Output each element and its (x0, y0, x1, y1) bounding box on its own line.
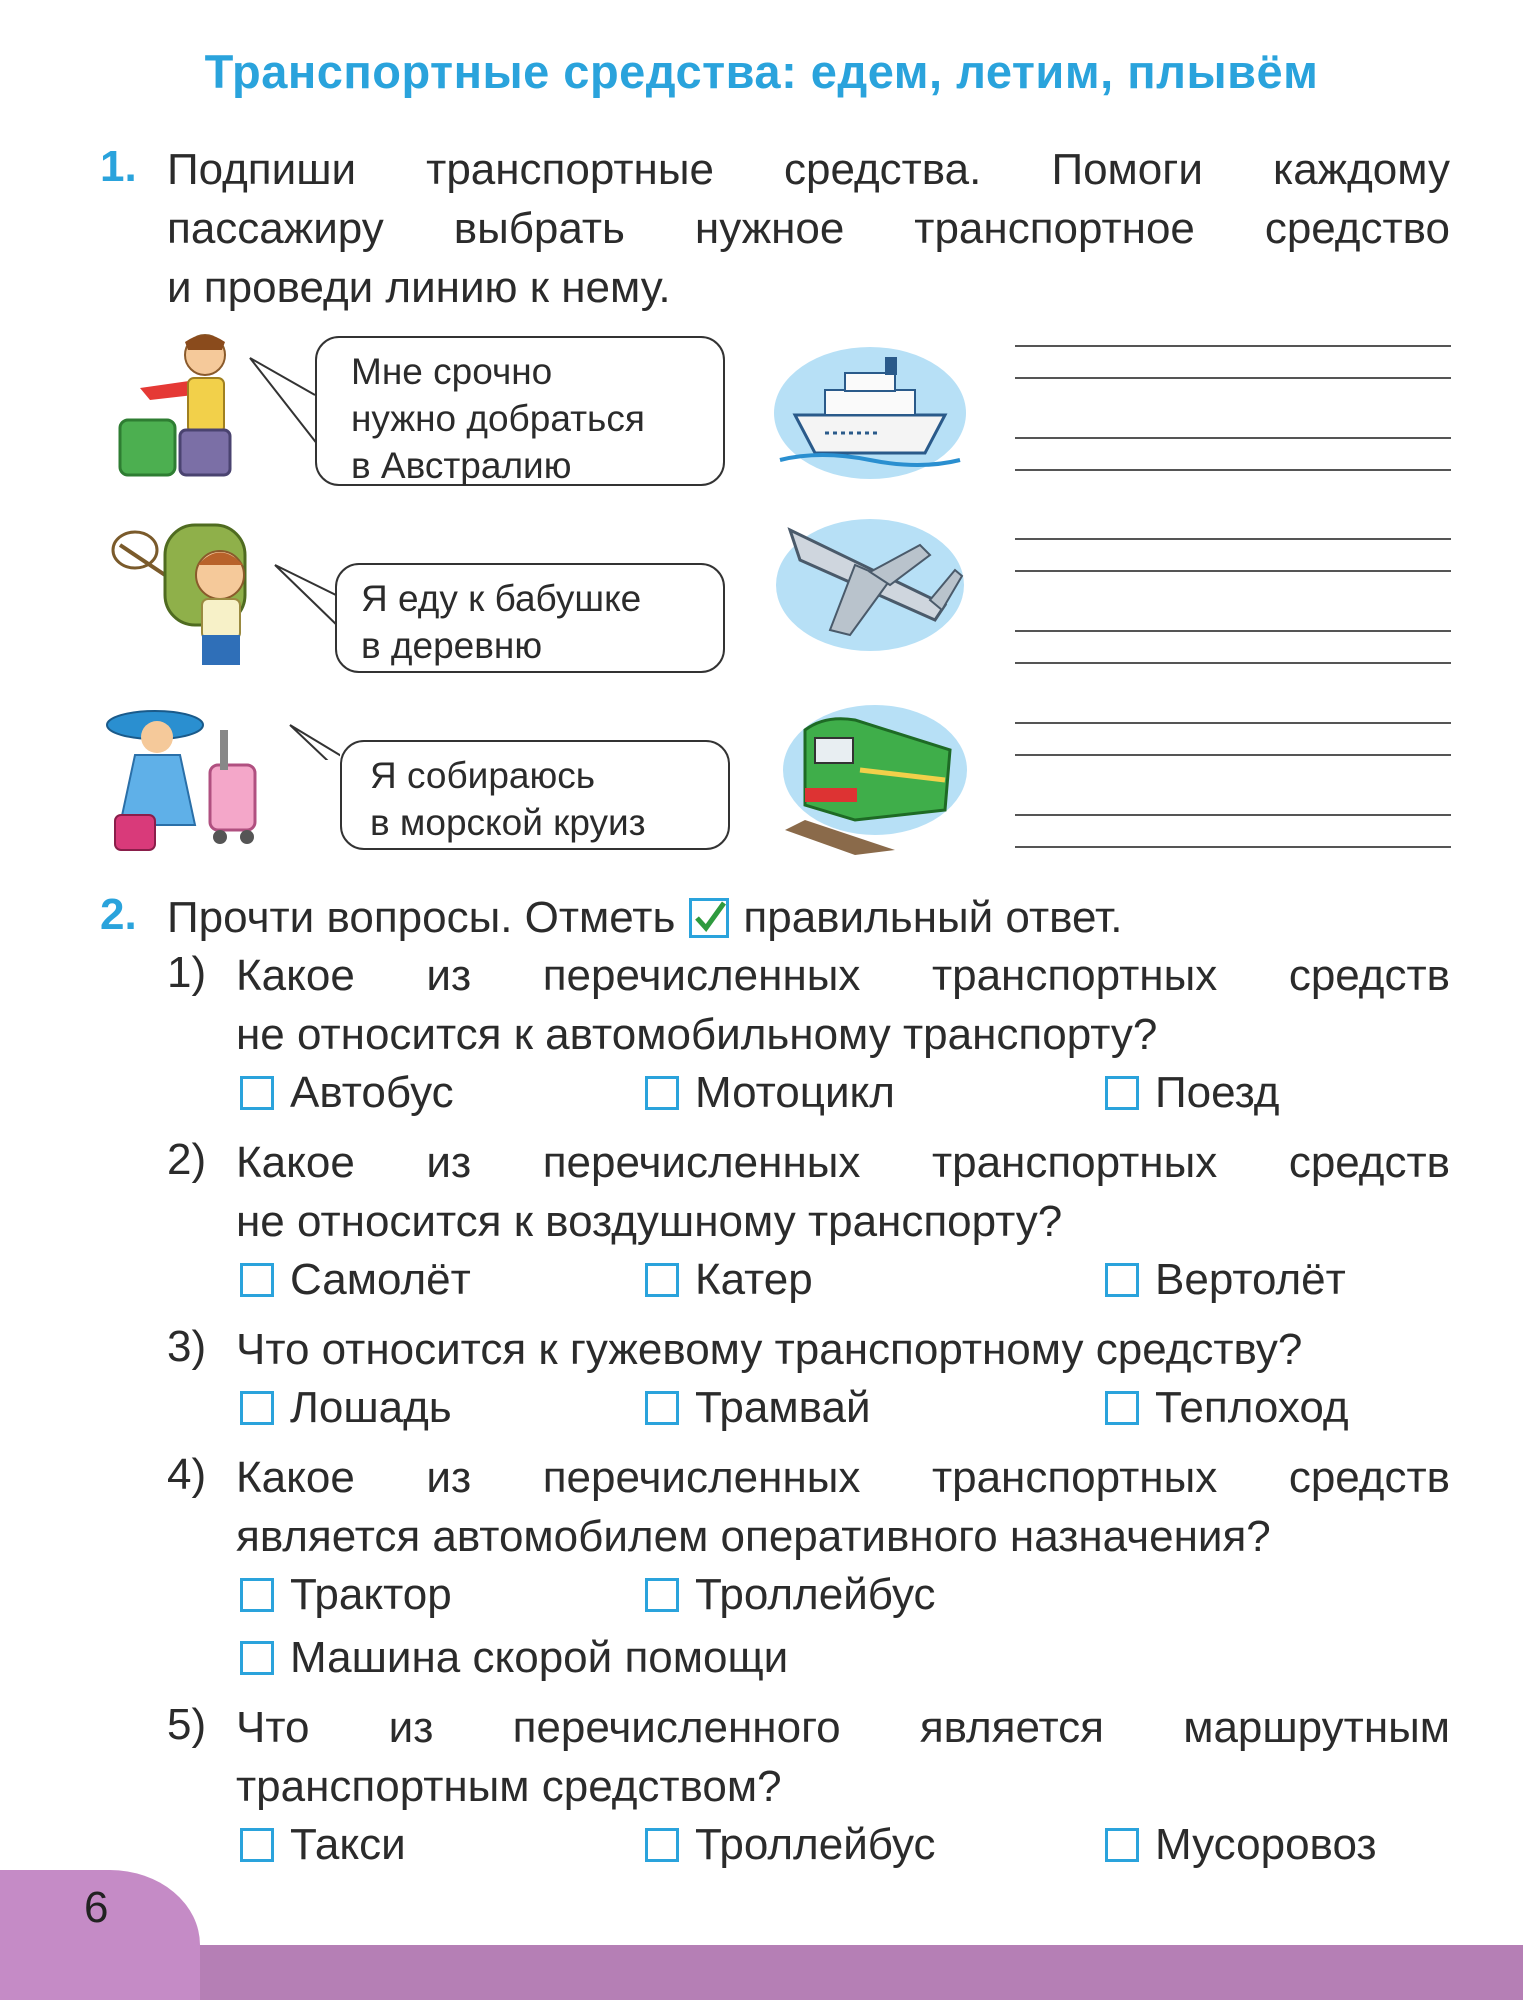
answer-line[interactable] (1015, 377, 1451, 379)
question-line: не относится к автомобильному транспорту? (236, 1010, 1158, 1059)
task-1-instructions (167, 140, 1450, 317)
checkmark-sample-icon (689, 898, 729, 938)
bubble-tail (275, 565, 340, 630)
page-title: Транспортные средства: едем, летим, плывём (204, 45, 1319, 98)
task-2-intro: Прочти вопросы. Отметь (167, 893, 676, 942)
checkbox[interactable] (240, 1641, 274, 1675)
option-label: Мусоровоз (1155, 1820, 1377, 1869)
bubble-tail (250, 358, 318, 445)
option-label: Такси (290, 1820, 406, 1869)
suitcase-wheel (213, 830, 227, 844)
option-label: Троллейбус (695, 1570, 936, 1619)
bubble-line: Я собираюсь (370, 755, 596, 796)
checkbox[interactable] (645, 1263, 679, 1297)
bubble-line: в деревню (361, 625, 543, 666)
train-front-stripe (805, 788, 857, 802)
page-footer-band (0, 1945, 1523, 2000)
checkbox[interactable] (1105, 1263, 1139, 1297)
answer-option[interactable] (645, 1068, 895, 1118)
answer-line[interactable] (1015, 538, 1451, 540)
speech-bubble (335, 563, 725, 673)
checkbox[interactable] (1105, 1828, 1139, 1862)
ship-funnel (885, 357, 897, 375)
answer-line[interactable] (1015, 570, 1451, 572)
question-line: Какое из перечисленных транспортных средств (236, 1453, 1450, 1502)
question-line: Что относится к гужевому транспортному средству? (236, 1325, 1303, 1374)
option-label: Вертолёт (1155, 1255, 1346, 1304)
task-2-number: 2. (100, 890, 137, 939)
checkbox[interactable] (1105, 1391, 1139, 1425)
bubble-line: в Австралию (351, 445, 572, 486)
answer-line[interactable] (1015, 469, 1451, 471)
answer-option[interactable] (240, 1255, 471, 1305)
checkbox[interactable] (240, 1076, 274, 1110)
answer-option[interactable] (1105, 1255, 1346, 1305)
question-line: Какое из перечисленных транспортных средств (236, 951, 1450, 1000)
answer-option[interactable] (240, 1570, 452, 1620)
bubble-line: Мне срочно (351, 351, 553, 392)
answer-line[interactable] (1015, 345, 1451, 347)
task-1-line: и проведи линию к нему. (167, 263, 671, 312)
answer-option[interactable] (1105, 1383, 1349, 1433)
page-number: 6 (84, 1883, 109, 1932)
question-line: транспортным средством? (236, 1762, 782, 1811)
question-number: 1) (167, 948, 207, 997)
question-line: не относится к воздушному транспорту? (236, 1197, 1063, 1246)
checkbox[interactable] (645, 1578, 679, 1612)
red-handbag (115, 815, 155, 850)
answer-line[interactable] (1015, 662, 1451, 664)
task-2-instructions (167, 888, 1367, 947)
train-windshield (815, 738, 853, 763)
question-number: 4) (167, 1450, 207, 1499)
answer-option[interactable] (645, 1255, 813, 1305)
train-picture[interactable] (775, 700, 975, 855)
man-shirt (188, 378, 224, 433)
task-1-line: Подпиши транспортные средства. Помоги каждому (167, 145, 1450, 194)
answer-option[interactable] (240, 1383, 452, 1433)
pink-suitcase (210, 765, 255, 830)
airplane-picture[interactable] (770, 510, 970, 660)
bubble-line: Я еду к бабушке (361, 578, 642, 619)
checkbox[interactable] (645, 1076, 679, 1110)
answer-line[interactable] (1015, 630, 1451, 632)
checkbox[interactable] (1105, 1076, 1139, 1110)
question-text (236, 946, 1450, 1064)
woman-head (141, 721, 173, 753)
answer-option[interactable] (1105, 1820, 1377, 1870)
bubble-line: в морской круиз (370, 802, 646, 843)
purple-bag (180, 430, 230, 475)
answer-option[interactable] (645, 1570, 936, 1620)
option-label: Мотоцикл (695, 1068, 895, 1117)
question-number: 5) (167, 1700, 207, 1749)
answer-option[interactable] (1105, 1068, 1279, 1118)
checkbox[interactable] (240, 1391, 274, 1425)
option-label: Машина скорой помощи (290, 1633, 789, 1682)
option-label: Троллейбус (695, 1820, 936, 1869)
option-label: Самолёт (290, 1255, 471, 1304)
task-1-number: 1. (100, 142, 137, 191)
task-1-line: пассажиру выбрать нужное транспортное средство (167, 204, 1450, 253)
suitcase-wheel (240, 830, 254, 844)
answer-option[interactable] (240, 1068, 454, 1118)
question-text (236, 1448, 1450, 1566)
checkbox[interactable] (240, 1578, 274, 1612)
ship-hull (795, 415, 945, 453)
option-label: Катер (695, 1255, 813, 1304)
answer-line[interactable] (1015, 754, 1451, 756)
question-text (236, 1698, 1450, 1816)
option-label: Автобус (290, 1068, 454, 1117)
answer-line[interactable] (1015, 722, 1451, 724)
ship-deck (825, 390, 915, 415)
ship-picture[interactable] (770, 335, 970, 485)
answer-line[interactable] (1015, 846, 1451, 848)
question-text (236, 1133, 1450, 1251)
ship-bridge (845, 373, 895, 391)
task-2-intro-end: правильный ответ. (743, 893, 1123, 942)
check-icon (692, 901, 726, 935)
check-mark (697, 903, 724, 928)
question-number: 2) (167, 1135, 207, 1184)
answer-line[interactable] (1015, 814, 1451, 816)
speech-bubble (315, 336, 725, 486)
question-text (236, 1320, 1450, 1379)
option-label: Трамвай (695, 1383, 871, 1432)
answer-option[interactable] (645, 1383, 871, 1433)
man-hair (185, 335, 225, 350)
speech-bubble (340, 740, 730, 850)
checkbox[interactable] (645, 1828, 679, 1862)
option-label: Поезд (1155, 1068, 1280, 1117)
answer-option[interactable] (240, 1633, 788, 1683)
butterfly-net (113, 532, 157, 568)
bubble-line: нужно добраться (351, 398, 645, 439)
bubble-tail (290, 725, 340, 760)
checkbox[interactable] (240, 1828, 274, 1862)
answer-line[interactable] (1015, 437, 1451, 439)
green-suitcase (120, 420, 175, 475)
option-label: Трактор (290, 1570, 452, 1619)
question-line: является автомобилем оперативного назначения? (236, 1512, 1271, 1561)
question-number: 3) (167, 1322, 207, 1371)
answer-option[interactable] (240, 1820, 406, 1870)
question-line: Что из перечисленного является маршрутным (236, 1703, 1450, 1752)
checkbox[interactable] (240, 1263, 274, 1297)
option-label: Лошадь (290, 1383, 452, 1432)
question-line: Какое из перечисленных транспортных средств (236, 1138, 1450, 1187)
option-label: Теплоход (1155, 1383, 1349, 1432)
answer-option[interactable] (645, 1820, 936, 1870)
checkbox[interactable] (645, 1391, 679, 1425)
suitcase-handle (220, 730, 228, 770)
